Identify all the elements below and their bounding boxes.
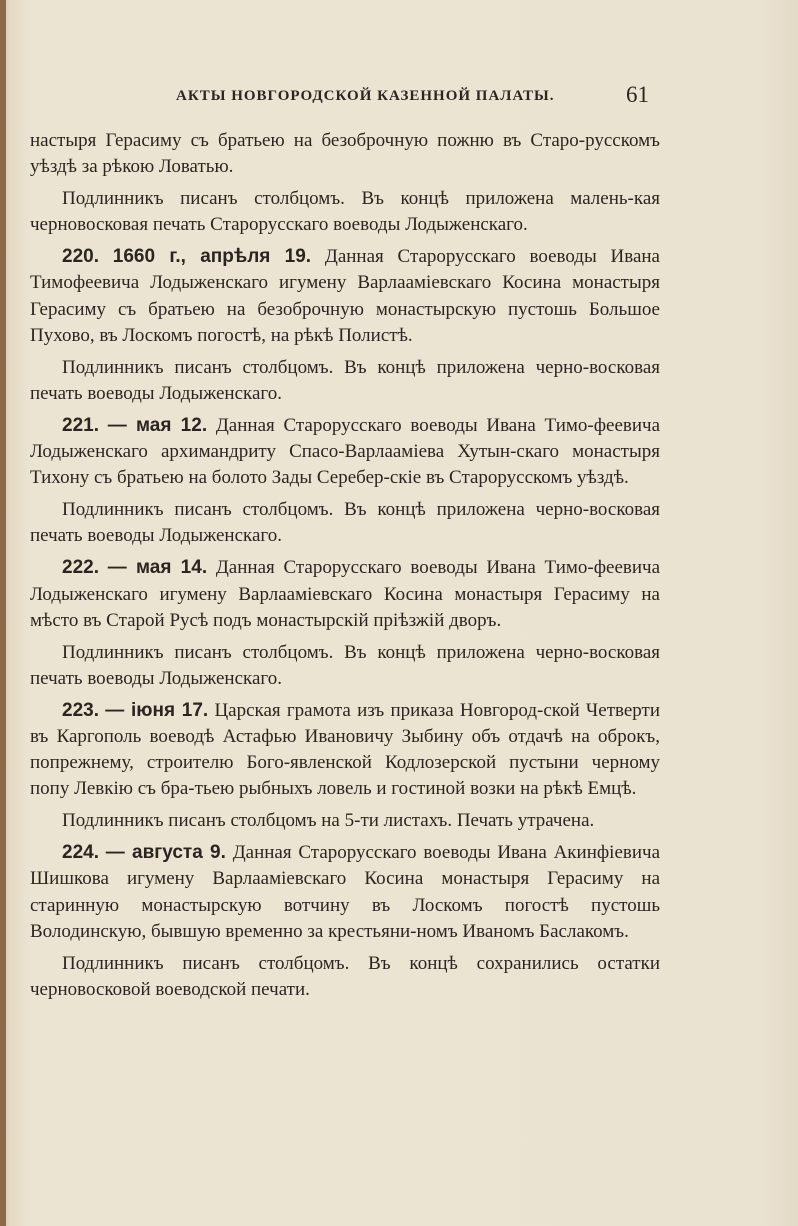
entry-text: Царская грамота изъ приказа Новгород-ской Четверти въ Каргополь воеводѣ Астафью Ивановичу Зыбину объ отдачѣ на оброкъ, попрежнему, строителю Бого-явленской Кодлозерской пустыни черному попу Левкію съ бра-тьею рыбныхъ ловель и гостиной возки на рѣкѣ Емцѣ. (30, 699, 661, 800)
note-paragraph: Подлинникъ писанъ столбцомъ. Въ концѣ приложена черно-восковая печать воеводы Лодыженскаго. (30, 499, 660, 547)
note-paragraph: Подлинникъ писанъ столбцомъ. Въ концѣ приложена черно-восковая печать воеводы Лодыженскаго. (30, 641, 660, 689)
entry-date: — августа 9. (105, 842, 226, 864)
entry-number: 223. (62, 699, 99, 721)
body-text (30, 128, 660, 1009)
entry-number: 221. (62, 414, 99, 436)
entry-text: Данная Старорусскаго воеводы Ивана Тимо-феевича Лодыженскаго игумену Варлааміевскаго Косина монастыря Герасиму на мѣсто въ Старой Русѣ подъ монастырскій пріѣзжій дворъ. (30, 557, 661, 631)
note-paragraph: Подлинникъ писанъ столбцомъ на 5-ти листахъ. Печать утрачена. (62, 810, 595, 832)
note-paragraph: Подлинникъ писанъ столбцомъ. Въ концѣ приложена малень-кая черновосковая печать Старорусскаго воеводы Лодыженскаго. (30, 188, 660, 236)
entry-number: 224. (62, 842, 99, 864)
header-title: АКТЫ НОВГОРОДСКОЙ КАЗЕННОЙ ПАЛАТЫ. (176, 88, 555, 104)
paragraph-continuation: настыря Герасиму съ братьею на безоброчную пожню въ Старо-русскомъ уѣздѣ за рѣкою Ловатью. (30, 130, 660, 178)
note-paragraph: Подлинникъ писанъ столбцомъ. Въ концѣ приложена черно-восковая печать воеводы Лодыженскаго. (30, 356, 660, 404)
running-header (0, 82, 798, 112)
entry-date: — мая 14. (107, 557, 208, 579)
page-number: 61 (626, 82, 649, 107)
entry-date: — мая 12. (107, 414, 208, 436)
entry-224 (30, 840, 660, 944)
entry-223 (30, 698, 660, 802)
entry-222 (30, 555, 660, 633)
note-paragraph: Подлинникъ писанъ столбцомъ. Въ концѣ сохранились остатки черновосковой воеводской печати. (30, 952, 660, 1000)
entry-text: Данная Старорусскаго воеводы Ивана Тимо-феевича Лодыженскаго архимандриту Спасо-Варлааміева Хутын-скаго монастыря Тихону съ братьею на болото Зады Серебер-скіе въ Старорусскомъ уѣздѣ. (30, 414, 661, 489)
entry-number: 220. (62, 246, 99, 268)
entry-number: 222. (62, 557, 99, 579)
entry-221 (30, 413, 660, 491)
entry-date: 1660 г., апрѣля 19. (112, 246, 312, 268)
entry-220 (30, 244, 660, 348)
entry-text: Данная Старорусскаго воеводы Ивана Акинфіевича Шишкова игумену Варлааміевскаго Косина монастыря Герасиму на старинную монастырскую вотчину въ Лоскомъ погостѣ пустошь Володинскую, бывшую временно за крестьяни-номъ Иваномъ Баслакомъ. (30, 842, 661, 942)
book-spine-edge (0, 0, 6, 1226)
entry-date: — іюня 17. (105, 699, 209, 721)
entry-text: Данная Старорусскаго воеводы Ивана Тимофеевича Лодыженскаго игумену Варлааміевскаго Косина монастыря Герасиму съ братьею на безоброчную монастырскую пустошь Большое Пухово, въ Лоскомъ погостѣ, на рѣкѣ Полистѣ. (30, 246, 660, 346)
